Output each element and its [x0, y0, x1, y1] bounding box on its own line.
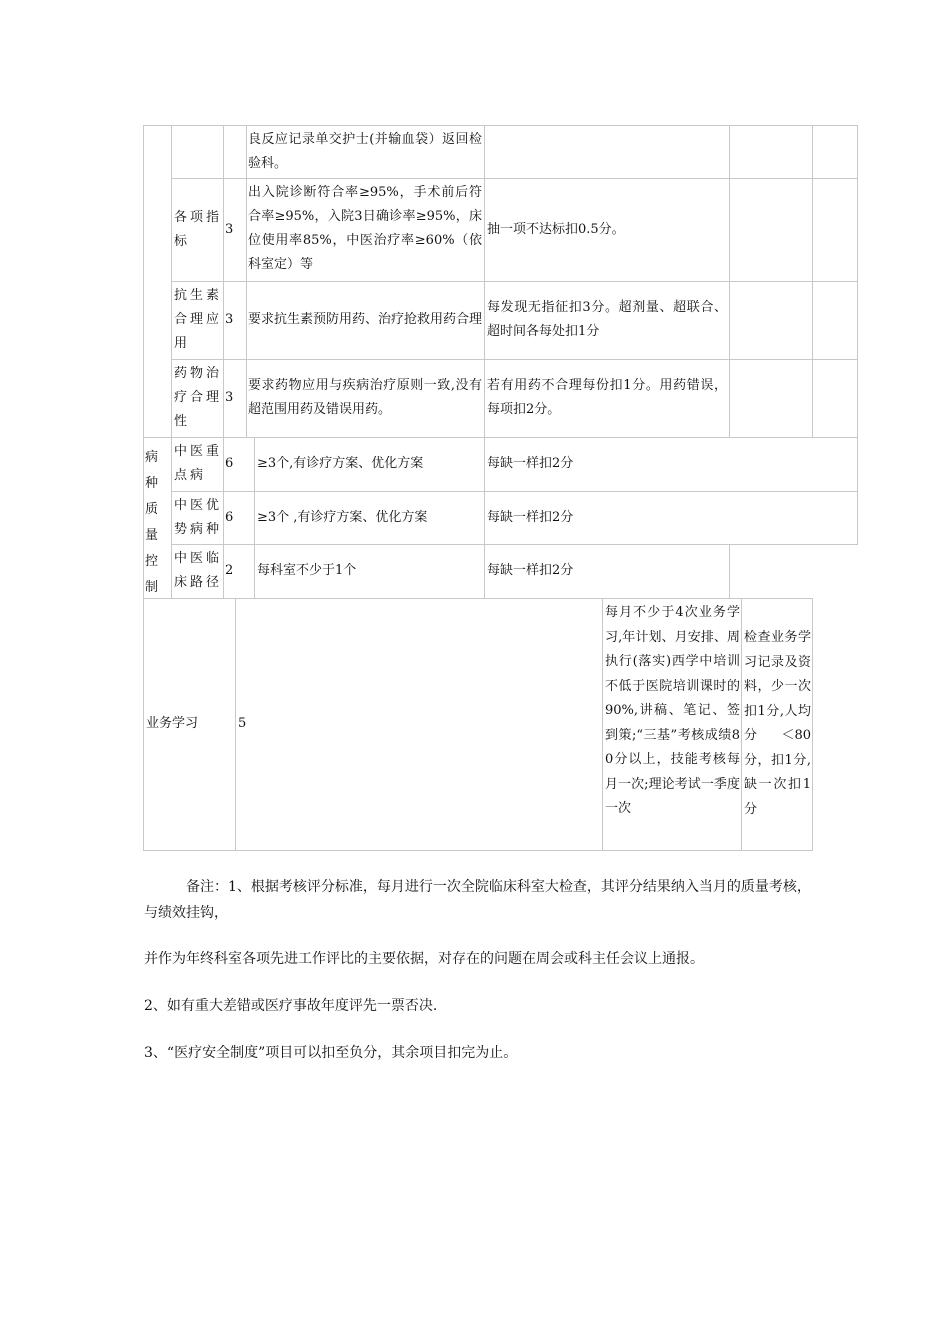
- cell-content: 每科室不少于1个: [257, 563, 357, 578]
- cell-rule: 每缺一样扣2分: [487, 456, 574, 471]
- grid-line: [235, 598, 236, 851]
- cell-score: 2: [225, 563, 234, 578]
- grid-line: [484, 125, 485, 598]
- cell-content: 出入院诊断符合率≥95%，手术前后符合率≥95%，入院3日确诊率≥95%，床位使用率85%，中医治疗率≥60%（依科室定）等: [248, 185, 482, 272]
- grid-line: [171, 125, 172, 598]
- cell-rule: 每缺一样扣2分: [487, 563, 574, 578]
- cell-rule: 每缺一样扣2分: [487, 509, 574, 525]
- grid-line: [741, 598, 742, 851]
- note-line-3: 2、如有重大差错或医疗事故年度评先一票否决.: [144, 998, 438, 1014]
- cell-item: 中医优势病种: [174, 498, 223, 537]
- cell-item: 中医重点病: [174, 444, 223, 483]
- cell-item: 药物治疗合理性: [174, 366, 223, 429]
- note-line-1: 备注：1、根据考核评分标准，每月进行一次全院临床科室大检查，其评分结果纳入当月的质量考核，与绩效挂钩，: [144, 879, 811, 921]
- grid-line: [143, 850, 813, 851]
- grid-line: [812, 598, 813, 851]
- cell-content: ≥3个,有诊疗方案、优化方案: [257, 456, 424, 471]
- cell-content: 每月不少于4次业务学习,年计划、月安排、周执行(落实)西学中培训不低于医院培训课时的90%,讲稿、笔记、签到策;“三基”考核成绩80分以上，技能考核每月一次;理论考试一季度一次: [605, 605, 740, 816]
- note-line-2: 并作为年终科室各项先进工作评比的主要依据，对存在的问题在周会或科主任会议上通报。: [144, 951, 704, 967]
- grid-line: [857, 125, 858, 545]
- cell-rule: [487, 359, 727, 437]
- cell-item: 中医临床路径: [174, 551, 223, 590]
- cell-score: 6: [225, 456, 234, 471]
- cell-item: 抗生素合理应用: [174, 288, 223, 351]
- cell-content: 良反应记录单交护士(并输血袋）返回检验科。: [248, 132, 482, 171]
- grid-line: [223, 125, 224, 598]
- cell-score: 6: [225, 509, 234, 525]
- cell-score: 3: [225, 312, 234, 327]
- grid-line: [729, 544, 730, 598]
- cell-score: 5: [238, 716, 247, 731]
- cell-content: [248, 359, 482, 437]
- cell-content-text: 要求药物应用与疾病治疗原则一致,没有超范围用药及错误用药。: [248, 378, 482, 417]
- grid-line: [246, 125, 247, 437]
- cell-category-study: 业务学习: [146, 716, 199, 731]
- cell-rule: [487, 281, 727, 359]
- cell-rule: 抽一项不达标扣0.5分。: [487, 221, 625, 237]
- cell-rule-text: 每发现无指征扣3分。超剂量、超联合、超时间各每处扣1分: [487, 300, 727, 339]
- grid-line: [143, 125, 858, 126]
- cell-score: 3: [225, 221, 234, 237]
- grid-line: [143, 125, 144, 851]
- cell-category-disease: 病种质量控制: [145, 450, 159, 595]
- grid-line: [812, 125, 813, 437]
- cell-item-text: 各项指标: [174, 209, 223, 249]
- cell-rule-text: 检查业务学习记录及资料，少一次扣1分,人均分＜80分，扣1分,缺一次扣1分: [744, 630, 811, 817]
- note-line-4: 3、“医疗安全制度”项目可以扣至负分，其余项目扣完为止。: [144, 1045, 518, 1061]
- cell-rule: [744, 598, 811, 850]
- cell-content-text: 要求抗生素预防用药、治疗抢救用药合理: [248, 312, 483, 327]
- grid-line: [602, 598, 603, 851]
- grid-line: [254, 437, 255, 598]
- cell-score: 3: [225, 390, 234, 405]
- cell-rule-text: 若有用药不合理每份扣1分。用药错误，每项扣2分。: [487, 378, 727, 417]
- cell-content: ≥3个 ,有诊疗方案、优化方案: [257, 509, 428, 525]
- cell-content: [248, 281, 482, 359]
- cell-item: [174, 178, 222, 281]
- grid-line: [729, 125, 730, 437]
